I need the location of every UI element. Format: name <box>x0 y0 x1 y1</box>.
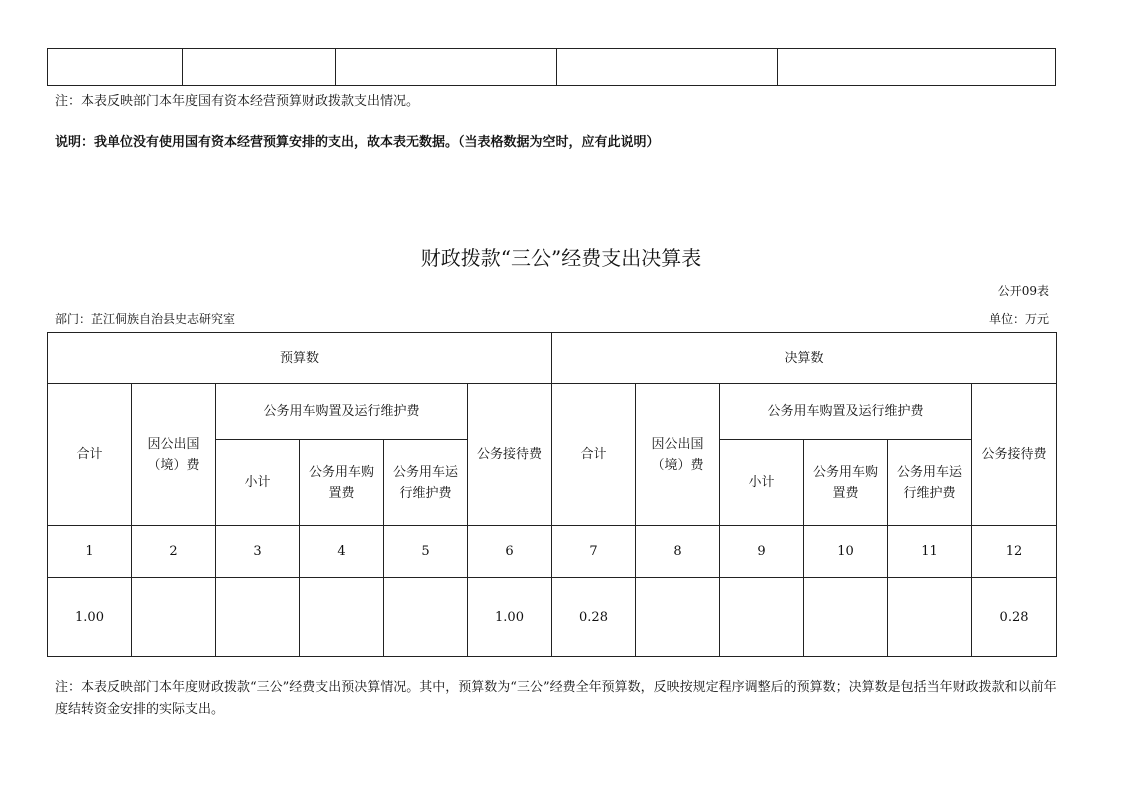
value-cell <box>300 578 384 657</box>
column-number: 1 <box>48 526 132 578</box>
value-cell <box>216 578 300 657</box>
value-cell <box>384 578 468 657</box>
table-cell <box>557 49 778 86</box>
column-number: 6 <box>468 526 552 578</box>
header-total: 合计 <box>48 384 132 526</box>
table-cell <box>183 49 336 86</box>
column-number: 7 <box>552 526 636 578</box>
column-number: 3 <box>216 526 300 578</box>
value-cell: 0.28 <box>552 578 636 657</box>
explanation-no-data: 说明：我单位没有使用国有资本经营预算安排的支出，故本表无数据。（当表格数据为空时，应有此说明） <box>55 135 660 150</box>
column-number-row <box>48 526 1057 578</box>
table-row <box>48 49 1056 86</box>
note-state-capital: 注：本表反映部门本年度国有资本经营预算财政拨款支出情况。 <box>55 94 420 109</box>
header-abroad: 因公出国（境）费 <box>132 384 216 526</box>
column-number: 9 <box>720 526 804 578</box>
header-vehicle-purchase: 公务用车购置费 <box>804 440 888 526</box>
value-cell <box>132 578 216 657</box>
header-reception: 公务接待费 <box>468 384 552 526</box>
value-cell: 1.00 <box>48 578 132 657</box>
header-vehicle-group: 公务用车购置及运行维护费 <box>720 384 972 440</box>
three-public-expense-table <box>47 332 1057 657</box>
table-cell <box>778 49 1056 86</box>
header-subtotal: 小计 <box>720 440 804 526</box>
value-cell <box>888 578 972 657</box>
unit-label: 单位：万元 <box>988 312 1049 326</box>
value-cell <box>804 578 888 657</box>
header-budget: 预算数 <box>48 333 552 384</box>
header-reception: 公务接待费 <box>972 384 1057 526</box>
column-number: 11 <box>888 526 972 578</box>
header-subtotal: 小计 <box>216 440 300 526</box>
header-final: 决算数 <box>552 333 1057 384</box>
header-vehicle-group: 公务用车购置及运行维护费 <box>216 384 468 440</box>
table-row <box>48 333 1057 384</box>
data-row <box>48 578 1057 657</box>
header-total: 合计 <box>552 384 636 526</box>
table-cell <box>48 49 183 86</box>
value-cell: 1.00 <box>468 578 552 657</box>
column-number: 10 <box>804 526 888 578</box>
page-title: 财政拨款“三公”经费支出决算表 <box>420 246 702 270</box>
previous-table-remnant <box>47 48 1056 86</box>
table-row <box>48 384 1057 440</box>
column-number: 2 <box>132 526 216 578</box>
value-cell: 0.28 <box>972 578 1057 657</box>
form-number: 公开09表 <box>997 284 1049 298</box>
header-abroad: 因公出国（境）费 <box>636 384 720 526</box>
column-number: 8 <box>636 526 720 578</box>
header-vehicle-operation: 公务用车运行维护费 <box>888 440 972 526</box>
note-three-public: 注：本表反映部门本年度财政拨款“三公”经费支出预决算情况。其中，预算数为“三公”经费全年预算数，反映按规定程序调整后的预算数；决算数是包括当年财政拨款和以前年度结转资金安排的实际支出。 <box>55 680 1057 717</box>
value-cell <box>636 578 720 657</box>
column-number: 4 <box>300 526 384 578</box>
column-number: 12 <box>972 526 1057 578</box>
value-cell <box>720 578 804 657</box>
header-vehicle-operation: 公务用车运行维护费 <box>384 440 468 526</box>
column-number: 5 <box>384 526 468 578</box>
header-vehicle-purchase: 公务用车购置费 <box>300 440 384 526</box>
department-label: 部门：芷江侗族自治县史志研究室 <box>55 312 236 326</box>
table-cell <box>336 49 557 86</box>
